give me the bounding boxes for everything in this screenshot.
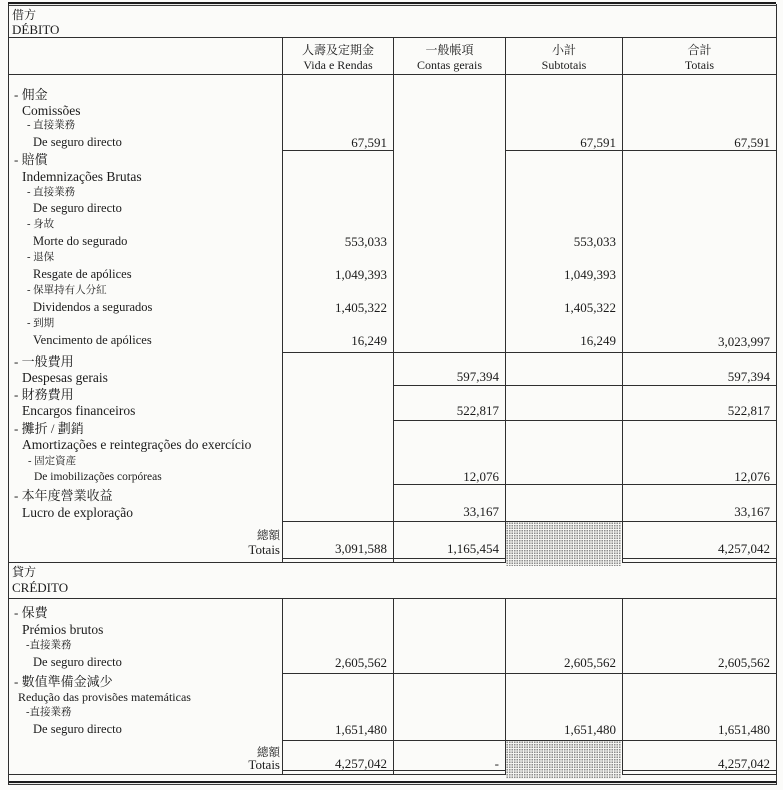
page-right-border — [776, 4, 777, 785]
value-amortizacoes-gerais: 12,076 — [463, 469, 499, 484]
debit-subtotal-hatched-cell — [506, 522, 621, 566]
grid-line — [394, 385, 776, 386]
row-label-comissoes-pt: Comissões — [22, 103, 81, 118]
row-label-resgate-pt: Resgate de apólices — [33, 267, 132, 281]
page-bottom-rule — [8, 781, 776, 785]
row-label-indemnizacoes-pt: Indemnizações Brutas — [22, 169, 142, 184]
value-encargos-total: 522,817 — [727, 403, 770, 418]
row-label-premios-pt: Prémios brutos — [22, 622, 104, 637]
row-label-reducao-pt: Redução das provisões matemáticas — [18, 690, 191, 704]
value-amortizacoes-total: 12,076 — [734, 469, 770, 484]
value-reducao-subtotal: 1,651,480 — [564, 722, 616, 737]
row-label-premios-zh: - 保費 — [14, 605, 48, 620]
grid-line — [393, 598, 394, 774]
value-resgate-subtotal: 1,049,393 — [564, 267, 616, 282]
value-vencimento-subtotal: 16,249 — [580, 333, 616, 348]
row-label-dividendos-pt: Dividendos a segurados — [33, 300, 153, 314]
grid-line — [282, 598, 283, 774]
row-label-reducao-zh: - 數值準備金減少 — [14, 674, 113, 689]
value-debit-totals-gerais: 1,165,454 — [447, 541, 499, 556]
column-header-totais-zh: 合計 — [687, 43, 712, 57]
grid-line — [622, 774, 776, 775]
debit-totals-label-pt: Totais — [248, 542, 280, 557]
value-credit-totals-vida: 4,257,042 — [335, 756, 387, 771]
row-label-imobilizado-pt: De imobilizações corpóreas — [34, 471, 162, 483]
value-lucro-total: 33,167 — [734, 504, 770, 519]
column-header-vida-zh: 人壽及定期金 — [301, 43, 374, 57]
column-header-totais-pt: Totais — [684, 58, 715, 72]
row-label-lucro-pt: Lucro de exploração — [22, 505, 133, 520]
row-label-morte-pt: Morte do segurado — [33, 234, 128, 248]
grid-line — [394, 420, 776, 421]
column-header-gerais-pt: Contas gerais — [417, 58, 482, 72]
grid-line — [283, 558, 506, 559]
grid-line — [622, 562, 776, 563]
value-morte-vida: 553,033 — [344, 234, 387, 249]
value-dividendos-subtotal: 1,405,322 — [564, 300, 616, 315]
column-header-gerais-zh: 一般帳項 — [425, 43, 474, 57]
value-despesas-total: 597,394 — [727, 369, 770, 384]
row-label-despesas-pt: Despesas gerais — [22, 370, 108, 385]
value-premios-total: 2,605,562 — [718, 655, 770, 670]
row-label-dividendos-zh: - 保單持有人分紅 — [27, 285, 107, 296]
debit-title-zh: 借方 — [12, 8, 37, 22]
row-label-lucro-zh: - 本年度營業收益 — [14, 488, 113, 503]
value-comissoes-total: 67,591 — [734, 135, 770, 150]
value-vencimento-vida: 16,249 — [351, 333, 387, 348]
row-label-indemnizacoes-directo-zh: - 直接業務 — [27, 187, 76, 198]
column-header-vida-pt: Vida e Rendas — [303, 58, 373, 72]
row-label-resgate-zh: - 退保 — [27, 252, 55, 263]
value-comissoes-vida: 67,591 — [351, 135, 387, 150]
value-dividendos-vida: 1,405,322 — [335, 300, 387, 315]
row-label-reducao-directo-pt: De seguro directo — [33, 722, 122, 736]
value-debit-totals-vida: 3,091,588 — [335, 541, 387, 556]
value-encargos-gerais: 522,817 — [456, 403, 499, 418]
row-label-comissoes-directo-pt: De seguro directo — [33, 135, 122, 149]
row-label-comissoes-directo-zh: - 直接業務 — [27, 120, 76, 131]
value-debit-totals-total: 4,257,042 — [718, 541, 770, 556]
row-label-vencimento-zh: - 到期 — [27, 318, 55, 329]
page-left-border — [8, 4, 9, 785]
credit-totals-label-pt: Totais — [248, 757, 280, 772]
value-reducao-vida: 1,651,480 — [335, 722, 387, 737]
grid-line — [283, 352, 776, 353]
grid-line — [8, 37, 776, 38]
credit-totals-label-zh: 總額 — [257, 747, 280, 759]
row-label-morte-zh: - 身故 — [27, 219, 55, 230]
debit-title-pt: DÉBITO — [12, 22, 60, 37]
value-resgate-vida: 1,049,393 — [335, 267, 387, 282]
row-label-amortizacoes-zh: - 攤折 / 劃銷 — [14, 421, 84, 436]
row-label-despesas-zh: - 一般費用 — [14, 354, 74, 369]
row-label-encargos-zh: - 財務費用 — [14, 387, 74, 402]
credit-title-zh: 貸方 — [12, 565, 37, 579]
value-premios-vida: 2,605,562 — [335, 655, 387, 670]
column-header-subtotais-pt: Subtotais — [541, 58, 587, 72]
grid-line — [8, 598, 776, 599]
value-credit-totals-total: 4,257,042 — [718, 756, 770, 771]
row-label-reducao-directo-zh: -直接業務 — [26, 707, 72, 718]
grid-line — [8, 774, 506, 775]
grid-line — [622, 558, 776, 559]
debit-totals-label-zh: 總額 — [257, 530, 280, 542]
grid-line — [283, 673, 776, 674]
row-label-vencimento-pt: Vencimento de apólices — [33, 333, 152, 347]
value-credit-totals-gerais: - — [494, 756, 499, 771]
row-label-comissoes-zh: - 佣金 — [14, 87, 48, 102]
value-reducao-total: 1,651,480 — [718, 722, 770, 737]
credit-subtotal-hatched-cell — [506, 741, 621, 779]
value-premios-subtotal: 2,605,562 — [564, 655, 616, 670]
value-despesas-gerais: 597,394 — [456, 369, 499, 384]
credit-title-pt: CRÉDITO — [12, 580, 69, 595]
row-label-indemnizacoes-directo-pt: De seguro directo — [33, 201, 122, 215]
value-lucro-gerais: 33,167 — [463, 504, 499, 519]
value-indemnizacoes-total: 3,023,997 — [718, 334, 770, 349]
value-comissoes-subtotal: 67,591 — [580, 135, 616, 150]
row-label-premios-directo-zh: -直接業務 — [26, 640, 72, 651]
row-label-indemnizacoes-zh: - 賠償 — [14, 152, 48, 167]
row-label-amortizacoes-pt: Amortizações e reintegrações do exercício — [22, 437, 252, 452]
page-top-rule — [8, 2, 776, 6]
row-label-encargos-pt: Encargos financeiros — [22, 403, 136, 418]
grid-line — [8, 562, 506, 563]
column-header-subtotais-zh: 小計 — [551, 43, 576, 57]
grid-line — [622, 598, 623, 774]
value-morte-subtotal: 553,033 — [573, 234, 616, 249]
grid-line — [8, 74, 776, 75]
row-label-premios-directo-pt: De seguro directo — [33, 655, 122, 669]
row-label-imobilizado-zh: - 固定資產 — [28, 456, 77, 467]
